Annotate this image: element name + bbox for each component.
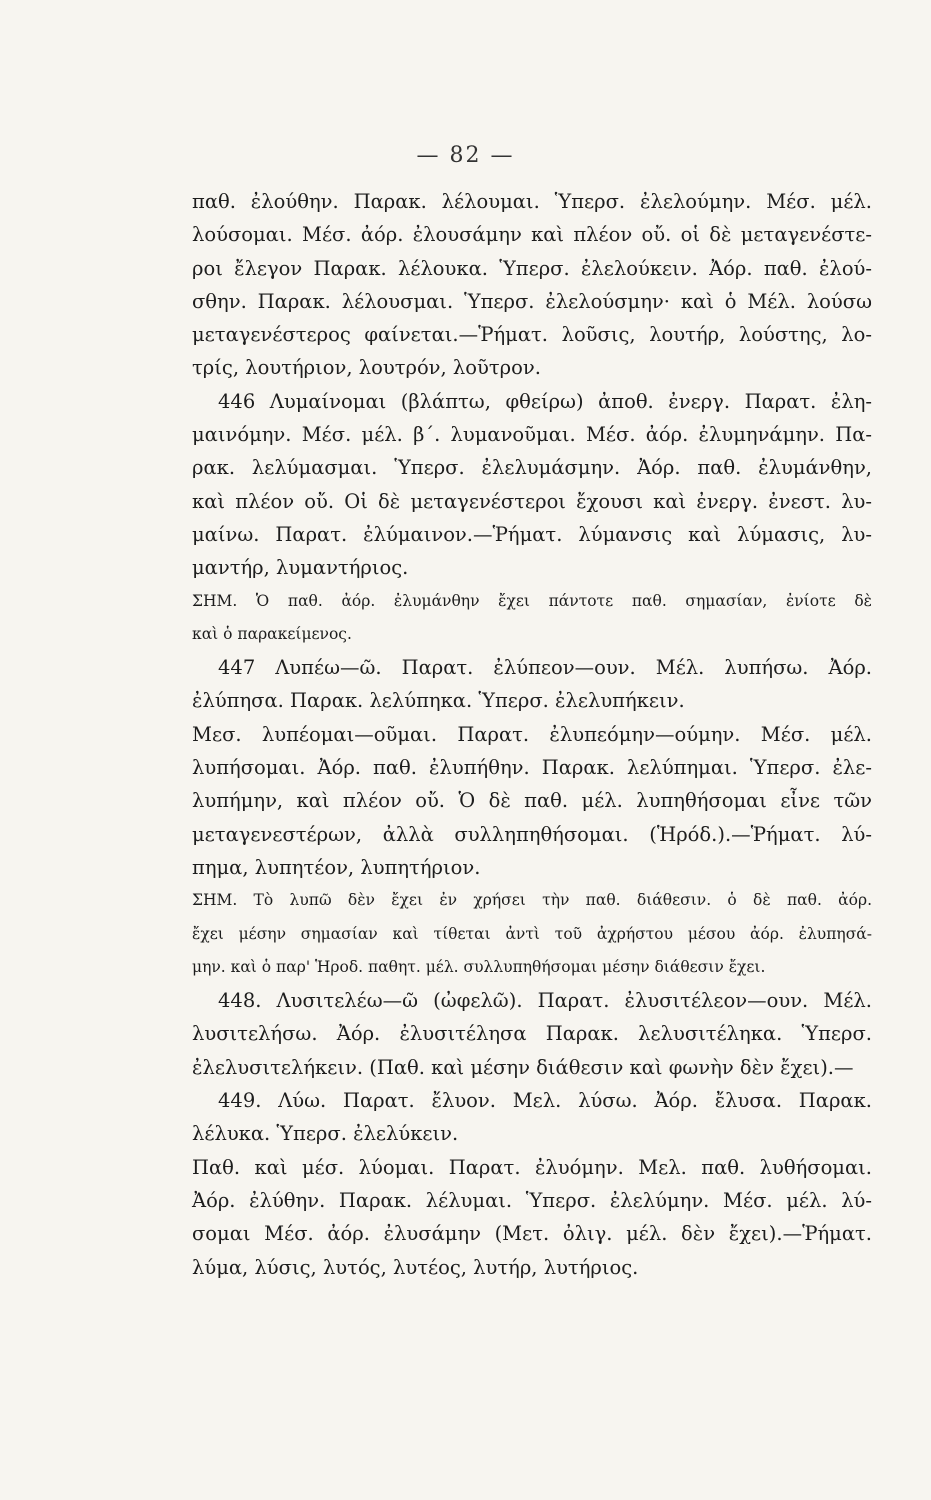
text-line: καὶ πλέον οὔ. Οἱ δὲ μεταγενέστεροι ἔχουσι καὶ ἐνεργ. ἐνεστ. λυ- [192,489,872,513]
text-line: ἐλύπησα. Παρακ. λελύπηκα. Ὑπερσ. ἐλελυπήκειν. [192,689,685,713]
note-line: μην. καὶ ὁ παρ' Ἡροδ. παθητ. μέλ. συλλυπηθήσομαι μέσην διάθεσιν ἔχει. [192,957,766,976]
text-line: Μεσ. λυπέομαι—οῦμαι. Παρατ. ἐλυπεόμην—ούμην. Μέσ. μέλ. [192,722,872,746]
text-line: λυσιτελήσω. Ἀόρ. ἐλυσιτέλησα Παρακ. λελυσιτέληκα. Ὑπερσ. [192,1022,872,1046]
page-body [192,185,872,1284]
text-line: ρακ. λελύμασμαι. Ὑπερσ. ἐλελυμάσμην. Ἀόρ. παθ. ἐλυμάνθην, [192,456,872,480]
text-line: σομαι Μέσ. ἀόρ. ἐλυσάμην (Μετ. ὀλιγ. μέλ. δὲν ἔχει).—Ῥήματ. [192,1222,872,1246]
page-number: — 82 — [416,143,515,168]
text-line: τρίς, λουτήριον, λουτρόν, λοῦτρον. [192,356,541,380]
text-line: μαίνω. Παρατ. ἐλύμαινον.—Ῥήματ. λύμανσις καὶ λύμασις, λυ- [192,522,872,546]
text-line: λύμα, λύσις, λυτός, λυτέος, λυτήρ, λυτήριος. [192,1255,639,1279]
text-line: λυπήσομαι. Ἀόρ. παθ. ἐλυπήθην. Παρακ. λελύπημαι. Ὑπερσ. ἐλε- [192,756,872,780]
entry-446-heading: 446 Λυμαίνομαι (βλάπτω, φθείρω) ἀποθ. ἐνεργ. Παρατ. ἐλη- [218,389,872,413]
entry-447-heading: 447 Λυπέω—ῶ. Παρατ. ἐλύπεον—ουν. Μέλ. λυπήσω. Ἀόρ. [218,656,872,680]
note-line: ΣΗΜ. Τὸ λυπῶ δὲν ἔχει ἐν χρήσει τὴν παθ. διάθεσιν. ὁ δὲ παθ. ἀόρ. [192,891,872,910]
text-line: ροι ἔλεγον Παρακ. λέλουκα. Ὑπερσ. ἐλελούκειν. Ἀόρ. παθ. ἐλού- [192,256,872,280]
note-line: ἔχει μέσην σημασίαν καὶ τίθεται ἀντὶ τοῦ ἀχρήστου μέσου ἀόρ. ἐλυπησά- [192,924,872,943]
text-line: πημα, λυπητέον, λυπητήριον. [192,855,481,879]
note-line: καὶ ὁ παρακείμενος. [192,624,352,643]
text-line: μεταγενεστέρων, ἀλλὰ συλληπηθήσομαι. (Ἡρόδ.).—Ῥήματ. λύ- [192,822,872,846]
text-line: σθην. Παρακ. λέλουσμαι. Ὑπερσ. ἐλελούσμην· καὶ ὁ Μέλ. λούσω [192,289,872,313]
text-line: μεταγενέστερος φαίνεται.—Ῥήματ. λοῦσις, λουτήρ, λούστης, λο- [192,323,872,347]
entry-449-heading: 449. Λύω. Παρατ. ἔλυον. Μελ. λύσω. Ἀόρ. ἔλυσα. Παρακ. [218,1089,872,1113]
text-line: ἐλελυσιτελήκειν. (Παθ. καὶ μέσην διάθεσιν καὶ φωνὴν δὲν ἔχει).— [192,1055,854,1079]
text-line: παθ. ἐλούθην. Παρακ. λέλουμαι. Ὑπερσ. ἐλελούμην. Μέσ. μέλ. [192,190,872,213]
text-line: λούσομαι. Μέσ. ἀόρ. ἐλουσάμην καὶ πλέον οὔ. οἱ δὲ μεταγενέστε- [192,223,872,247]
text-line: λυπήμην, καὶ πλέον οὔ. Ὁ δὲ παθ. μέλ. λυπηθήσομαι εἶνε τῶν [192,789,872,813]
text-line: μαντήρ, λυμαντήριος. [192,556,409,580]
text-line: μαινόμην. Μέσ. μέλ. β΄. λυμανοῦμαι. Μέσ. ἀόρ. ἐλυμηνάμην. Πα- [192,423,872,447]
entry-448-heading: 448. Λυσιτελέω—ῶ (ὠφελῶ). Παρατ. ἐλυσιτέλεον—ουν. Μέλ. [218,989,872,1013]
text-line: λέλυκα. Ὑπερσ. ἐλελύκειν. [192,1122,459,1146]
text-line: Ἀόρ. ἐλύθην. Παρακ. λέλυμαι. Ὑπερσ. ἐλελύμην. Μέσ. μέλ. λύ- [192,1188,872,1212]
text-line: Παθ. καὶ μέσ. λύομαι. Παρατ. ἐλυόμην. Μελ. παθ. λυθήσομαι. [192,1155,872,1179]
note-line: ΣΗΜ. Ὁ παθ. ἀόρ. ἐλυμάνθην ἔχει πάντοτε παθ. σημασίαν, ἐνίοτε δὲ [192,591,872,610]
